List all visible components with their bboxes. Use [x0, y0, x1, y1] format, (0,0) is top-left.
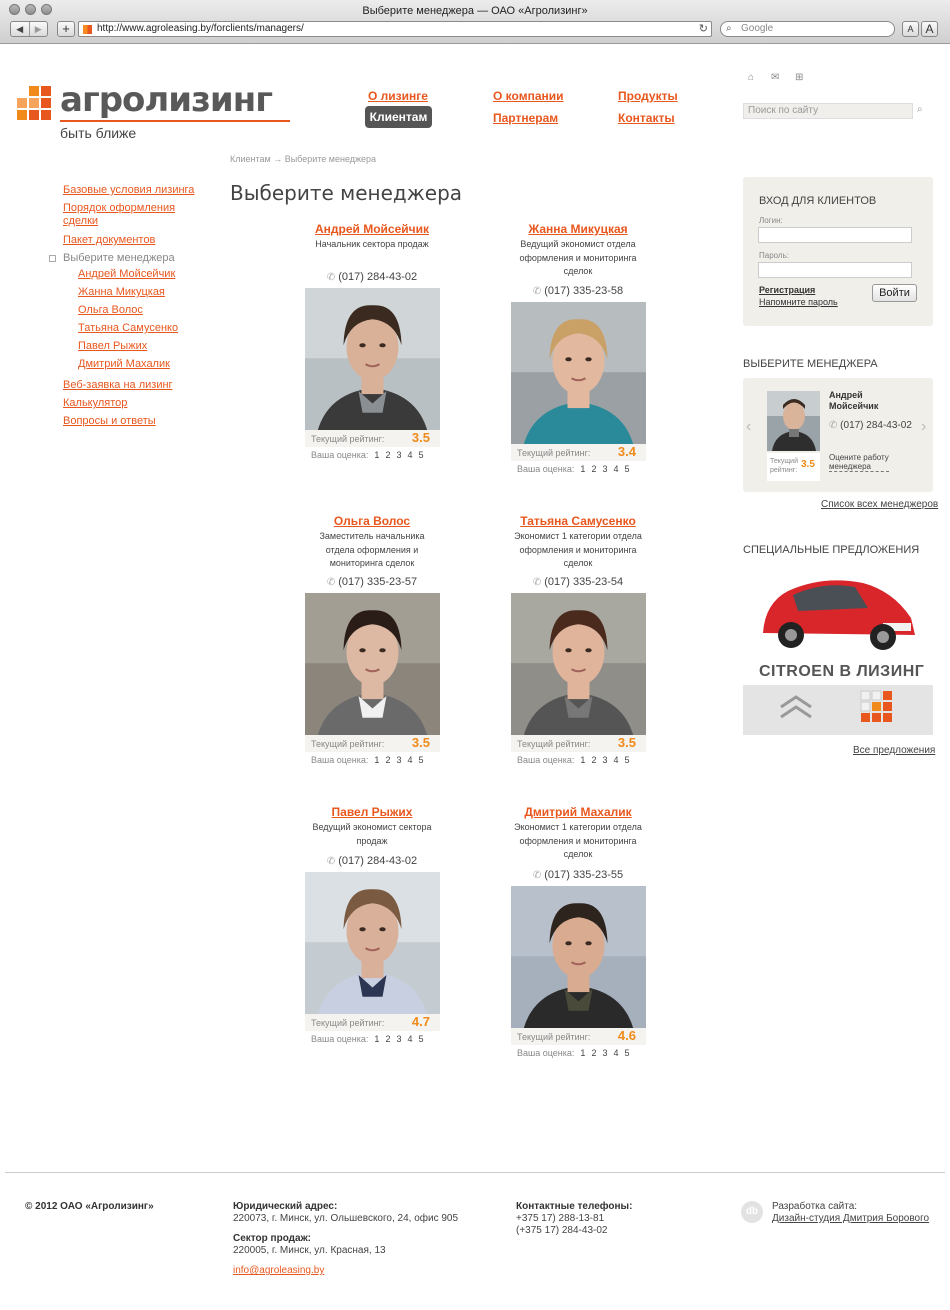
- browser-toolbar: [0, 0, 950, 44]
- rating-value: 3.5: [411, 430, 430, 445]
- search-icon: ⌕: [726, 23, 732, 34]
- vote-row: [311, 1034, 446, 1044]
- manager-phone: [473, 869, 683, 881]
- manager-position-line: сделок: [563, 849, 593, 859]
- manager-photo[interactable]: [511, 302, 646, 458]
- manager-photo[interactable]: [511, 886, 646, 1042]
- rating-value: 4.6: [617, 1028, 636, 1043]
- vote-option-4[interactable]: 4: [407, 755, 413, 765]
- font-smaller-button[interactable]: A: [902, 21, 919, 37]
- vote-option-3[interactable]: 3: [602, 755, 608, 765]
- manager-position: [473, 238, 683, 279]
- manager-position-line: Ведущий экономист отдела: [520, 239, 636, 249]
- sidebar-item-base-terms[interactable]: Базовые условия лизинга: [63, 184, 195, 196]
- sitemap-icon[interactable]: ⊞: [795, 72, 804, 83]
- browser-search-input[interactable]: [720, 21, 895, 37]
- password-field[interactable]: [758, 262, 912, 278]
- reload-icon[interactable]: ↻: [698, 23, 708, 35]
- login-title: ВХОД ДЛЯ КЛИЕНТОВ: [759, 195, 877, 207]
- logo-mark-icon[interactable]: [17, 86, 53, 122]
- vote-row: [517, 464, 652, 474]
- register-link[interactable]: Регистрация: [759, 285, 816, 295]
- add-bookmark-button[interactable]: +: [57, 21, 75, 37]
- legal-address-title: Юридический адрес:: [233, 1201, 338, 1212]
- sidebar-subitem-ryzhikh[interactable]: Павел Рыжих: [78, 340, 148, 352]
- phone-icon: ✆: [532, 577, 542, 588]
- all-offers-link[interactable]: Все предложения: [853, 745, 936, 756]
- legal-address: 220073, г. Минск, ул. Ольшевского, 24, офис 905: [233, 1213, 459, 1224]
- nav-contacts[interactable]: Контакты: [618, 111, 675, 125]
- manager-card: [267, 805, 477, 1044]
- manager-position: [267, 530, 477, 571]
- vote-label: Ваша оценка:: [517, 1048, 575, 1058]
- contact-phone-2: (+375 17) 284-43-02: [516, 1225, 608, 1236]
- manager-name-link[interactable]: Ольга Волос: [333, 514, 411, 528]
- sidebar-item-calculator[interactable]: Калькулятор: [63, 397, 128, 409]
- manager-name-link[interactable]: Андрей Мойсейчик: [314, 222, 430, 236]
- contact-phones-title: Контактные телефоны:: [516, 1201, 633, 1212]
- vote-option-2[interactable]: 2: [385, 755, 391, 765]
- nav-products[interactable]: Продукты: [618, 89, 678, 103]
- nav-about-company[interactable]: О компании: [493, 89, 564, 103]
- logo-text[interactable]: агролизинг: [60, 80, 272, 120]
- rating-label: Текущий рейтинг:: [311, 434, 385, 444]
- address-bar[interactable]: [78, 21, 712, 37]
- vote-option-1[interactable]: 1: [374, 450, 380, 460]
- rating-bar: [511, 1028, 646, 1045]
- manager-phone: [267, 271, 477, 283]
- rating-bar: [511, 735, 646, 752]
- login-button[interactable]: Войти: [872, 284, 917, 302]
- rating-value: 4.7: [411, 1014, 430, 1029]
- sidebar-item-web-request[interactable]: Веб-заявка на лизинг: [63, 379, 173, 391]
- sidebar-subitem-volos[interactable]: Ольга Волос: [78, 304, 143, 316]
- phone-icon: ✆: [326, 272, 336, 283]
- phone-icon: ✆: [532, 286, 542, 297]
- manager-position-line: Ведущий экономист сектора: [312, 822, 432, 832]
- vote-option-3[interactable]: 3: [396, 1034, 402, 1044]
- vote-option-3[interactable]: 3: [602, 1048, 608, 1058]
- vote-option-1[interactable]: 1: [580, 755, 586, 765]
- manager-position-line: Начальник сектора продаж: [315, 239, 429, 249]
- rating-value: 3.5: [411, 735, 430, 750]
- sidebar-subitem-makhalik[interactable]: Дмитрий Махалик: [78, 358, 170, 370]
- manager-phone-number: (017) 335-23-57: [338, 576, 418, 588]
- vote-option-3[interactable]: 3: [396, 450, 402, 460]
- page-title: Выберите менеджера: [230, 181, 463, 205]
- chevron-left-icon[interactable]: ‹: [746, 418, 752, 435]
- url-text: http://www.agroleasing.by/forclients/managers/: [97, 23, 304, 34]
- vote-row: [311, 755, 446, 765]
- sidebar-item-documents[interactable]: Пакет документов: [63, 234, 156, 246]
- sales-sector-address: 220005, г. Минск, ул. Красная, 13: [233, 1245, 386, 1256]
- widget-manager-phone: ✆ (017) 284-43-02: [829, 420, 912, 431]
- font-larger-button[interactable]: A: [921, 21, 938, 37]
- manager-position: [473, 821, 683, 862]
- developer-link[interactable]: Дизайн-студия Дмитрия Борового: [772, 1213, 930, 1224]
- login-label: Логин:: [759, 216, 783, 225]
- sidebar-subitem-moiseichik[interactable]: Андрей Мойсейчик: [78, 268, 176, 280]
- vote-option-4[interactable]: 4: [613, 464, 619, 474]
- rating-bar: [305, 430, 440, 447]
- agroleasing-mini-logo-icon: [861, 691, 892, 722]
- rating-label: Текущий рейтинг:: [517, 739, 591, 749]
- manager-position-line: оформления и мониторинга: [519, 544, 637, 555]
- vote-option-4[interactable]: 4: [613, 1048, 619, 1058]
- widget-rating-value: 3.5: [801, 459, 815, 470]
- chevron-right-icon[interactable]: ›: [921, 418, 927, 435]
- manager-card: [267, 222, 477, 460]
- manager-photo[interactable]: [305, 288, 440, 444]
- manager-position-line: Заместитель начальника: [319, 531, 425, 541]
- vote-option-2[interactable]: 2: [385, 450, 391, 460]
- rating-bar: [305, 1014, 440, 1031]
- vote-label: Ваша оценка:: [517, 464, 575, 474]
- manager-name-link[interactable]: Татьяна Самусенко: [520, 514, 636, 528]
- manager-name-link[interactable]: Дмитрий Махалик: [524, 805, 632, 819]
- vote-label: Ваша оценка:: [311, 755, 369, 765]
- manager-name-link[interactable]: Жанна Микуцкая: [528, 222, 628, 236]
- vote-option-2[interactable]: 2: [591, 755, 597, 765]
- current-marker-icon: [49, 255, 56, 262]
- manager-card: [473, 222, 683, 474]
- vote-label: Ваша оценка:: [311, 1034, 369, 1044]
- vote-label: Ваша оценка:: [311, 450, 369, 460]
- vote-row: [517, 755, 652, 765]
- window-title: Выберите менеджера — ОАО «Агролизинг»: [362, 5, 588, 17]
- breadcrumb[interactable]: Клиентам → Выберите менеджера: [230, 154, 377, 164]
- email-link[interactable]: info@agroleasing.by: [233, 1265, 325, 1276]
- manager-phone: [267, 576, 477, 588]
- site-search-icon[interactable]: ⌕: [917, 104, 923, 115]
- vote-option-3[interactable]: 3: [396, 755, 402, 765]
- manager-phone-number: (017) 284-43-02: [338, 855, 418, 867]
- sidebar-subitem-mikutskaya[interactable]: Жанна Микуцкая: [78, 286, 165, 298]
- home-icon[interactable]: ⌂: [748, 72, 755, 83]
- sidebar-item-choose-manager: Выберите менеджера: [63, 252, 175, 264]
- citroen-promo-banner[interactable]: [743, 563, 933, 735]
- password-label: Пароль:: [759, 251, 789, 260]
- footer-divider: [5, 1172, 945, 1173]
- login-field[interactable]: [758, 227, 912, 243]
- nav-about-leasing[interactable]: О лизинге: [368, 89, 428, 103]
- rating-bar: [305, 735, 440, 752]
- rating-label: Текущий рейтинг:: [311, 739, 385, 749]
- manager-position: [473, 530, 683, 571]
- manager-phone: [267, 855, 477, 867]
- rating-value: 3.5: [617, 735, 636, 750]
- nav-partners[interactable]: Партнерам: [493, 111, 559, 125]
- manager-position-line: Экономист 1 категории отдела: [514, 822, 642, 832]
- manager-position-line: оформления и мониторинга: [519, 252, 637, 263]
- history-nav: [10, 21, 48, 37]
- promo-logos-strip: [743, 685, 933, 735]
- manager-position-line: отдела оформления и: [325, 544, 419, 555]
- manager-thumb-photo[interactable]: [767, 391, 820, 451]
- rating-label: Текущий рейтинг:: [517, 448, 591, 458]
- manager-photo[interactable]: [511, 593, 646, 749]
- red-car-image: [743, 563, 933, 663]
- manager-position: [267, 238, 477, 252]
- manager-position-line: Экономист 1 категории отдела: [514, 531, 642, 541]
- vote-option-5[interactable]: 5: [624, 464, 630, 474]
- sidebar-item-procedure[interactable]: Порядок оформления: [63, 202, 176, 214]
- sidebar-item-faq[interactable]: Вопросы и ответы: [63, 415, 156, 427]
- manager-phone-number: (017) 335-23-54: [544, 576, 624, 588]
- developer-label: Разработка сайта:: [772, 1201, 858, 1212]
- vote-option-5[interactable]: 5: [418, 1034, 424, 1044]
- sales-sector-title: Сектор продаж:: [233, 1233, 312, 1244]
- mail-icon[interactable]: ✉: [771, 72, 780, 83]
- citroen-chevrons-icon: [781, 697, 811, 717]
- rating-label: Текущий рейтинг:: [517, 1032, 591, 1042]
- remind-password-link[interactable]: Напомните пароль: [759, 297, 838, 307]
- forward-button[interactable]: ▶: [29, 22, 48, 36]
- vote-option-4[interactable]: 4: [613, 755, 619, 765]
- logo-underline: [60, 120, 290, 122]
- nav-clients[interactable]: Клиентам: [365, 106, 432, 128]
- phone-icon: ✆: [829, 420, 838, 431]
- widget-rating: Текущий рейтинг: 3.5: [767, 453, 820, 481]
- manager-phone-number: (017) 335-23-58: [544, 285, 624, 297]
- manager-photo[interactable]: [305, 593, 440, 749]
- promo-text: CITROEN В ЛИЗИНГ: [759, 663, 925, 680]
- vote-option-2[interactable]: 2: [591, 1048, 597, 1058]
- rating-value: 3.4: [617, 444, 636, 459]
- vote-option-5[interactable]: 5: [624, 755, 630, 765]
- sidebar-item-procedure-line2[interactable]: сделки: [63, 215, 99, 227]
- vote-row: [517, 1048, 652, 1058]
- vote-row: [311, 450, 446, 460]
- vote-option-5[interactable]: 5: [624, 1048, 630, 1058]
- manager-phone-number: (017) 335-23-55: [544, 869, 624, 881]
- all-managers-link[interactable]: Список всех менеджеров: [821, 499, 939, 510]
- vote-option-1[interactable]: 1: [374, 755, 380, 765]
- vote-option-4[interactable]: 4: [407, 1034, 413, 1044]
- phone-icon: ✆: [326, 577, 336, 588]
- sidebar-subitem-samusenko[interactable]: Татьяна Самусенко: [78, 322, 179, 334]
- manager-position-line: сделок: [563, 266, 593, 276]
- vote-option-1[interactable]: 1: [580, 464, 586, 474]
- rating-label: Текущий рейтинг:: [311, 1018, 385, 1028]
- vote-option-5[interactable]: 5: [418, 450, 424, 460]
- manager-position-line: сделок: [563, 558, 593, 568]
- back-button[interactable]: ◀: [16, 24, 24, 34]
- special-offers-title: СПЕЦИАЛЬНЫЕ ПРЕДЛОЖЕНИЯ: [743, 544, 920, 556]
- favicon-icon: [83, 25, 92, 34]
- manager-position: [267, 821, 477, 848]
- rate-manager-link[interactable]: Оцените работу менеджера: [829, 453, 889, 471]
- manager-position-line: продаж: [356, 835, 388, 846]
- manager-card: [267, 514, 477, 765]
- vote-option-1[interactable]: 1: [374, 1034, 380, 1044]
- vote-option-3[interactable]: 3: [602, 464, 608, 474]
- copyright: © 2012 ОАО «Агролизинг»: [25, 1201, 154, 1212]
- studio-logo-icon: db: [741, 1201, 763, 1223]
- manager-carousel: [743, 378, 933, 492]
- manager-card: [473, 805, 683, 1058]
- rating-bar: [511, 444, 646, 461]
- phone-icon: ✆: [326, 856, 336, 867]
- logo-slogan: быть ближе: [60, 125, 137, 141]
- vote-option-5[interactable]: 5: [418, 755, 424, 765]
- site-search-input[interactable]: Поиск по сайту: [743, 103, 913, 119]
- browser-search-placeholder: Google: [741, 23, 774, 34]
- manager-position-line: мониторинга сделок: [329, 558, 415, 568]
- vote-option-2[interactable]: 2: [385, 1034, 391, 1044]
- manager-name-link[interactable]: Павел Рыжих: [331, 805, 413, 819]
- manager-widget-title: ВЫБЕРИТЕ МЕНЕДЖЕРА: [743, 358, 878, 370]
- vote-label: Ваша оценка:: [517, 755, 575, 765]
- manager-photo[interactable]: [305, 872, 440, 1028]
- vote-option-2[interactable]: 2: [591, 464, 597, 474]
- manager-phone: [473, 285, 683, 297]
- widget-manager-name: Андрей Мойсейчик: [829, 390, 879, 411]
- manager-position-line: оформления и мониторинга: [519, 835, 637, 846]
- phone-icon: ✆: [532, 870, 542, 881]
- manager-phone-number: (017) 284-43-02: [338, 271, 418, 283]
- manager-phone: [473, 576, 683, 588]
- vote-option-4[interactable]: 4: [407, 450, 413, 460]
- client-login-panel: [743, 177, 933, 326]
- contact-phone-1: +375 17) 288-13-81: [516, 1213, 605, 1224]
- vote-option-1[interactable]: 1: [580, 1048, 586, 1058]
- manager-card: [473, 514, 683, 765]
